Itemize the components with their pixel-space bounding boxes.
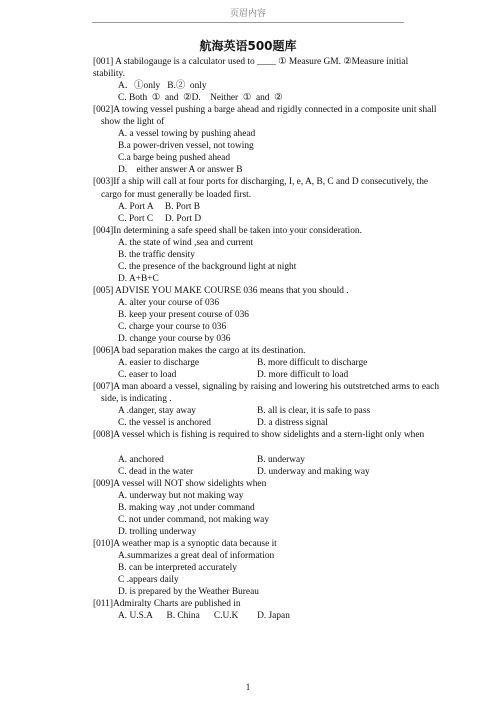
- answer-option: A.summarizes a great deal of information: [118, 550, 275, 561]
- answer-option: D. a distress signal: [257, 418, 328, 429]
- answer-option: B. the traffic density: [118, 249, 195, 260]
- header-divider: [92, 22, 404, 23]
- question-list: [93, 56, 466, 622]
- answer-option: C.a barge being pushed ahead: [118, 153, 231, 164]
- question-stem: [008]A vessel which is fishing is required to show sidelights and a stern-light only when: [93, 430, 425, 441]
- answer-option: C .appears daily: [118, 574, 179, 585]
- question-003: [93, 176, 466, 200]
- answer-option: D. more difficult to load: [257, 370, 349, 381]
- question-stem: [002]A towing vessel pushing a barge ahead and rigidly connected in a composite unit shall: [93, 105, 437, 116]
- answer-option: C. charge your course to 036: [118, 322, 227, 333]
- answer-option: C. the vessel is anchored: [118, 418, 211, 429]
- answer-blank-space: [93, 442, 466, 454]
- answer-option: D. change your course by 036: [118, 334, 231, 345]
- answer-option: B. making way ,not under command: [118, 502, 255, 513]
- question-stem-cont: side, is indicating .: [101, 394, 172, 405]
- answer-option: B. keep your present course of 036: [118, 309, 249, 320]
- answer-option: A. the state of wind ,sea and current: [118, 237, 254, 248]
- question-001: [93, 56, 466, 80]
- answer-option: B.a power-driven vessel, not towing: [118, 141, 254, 152]
- answer-option-row: [93, 405, 466, 417]
- question-009: [93, 478, 466, 490]
- answer-option: D. trolling underway: [118, 526, 197, 537]
- question-stem: [011]Admiralty Charts are published in: [93, 599, 241, 610]
- question-stem: [003]If a ship will call at four ports for discharging, I, e, A, B, C and D consecutively, the: [93, 177, 429, 188]
- question-stem: [005] ADVISE YOU MAKE COURSE 036 means that you should .: [93, 285, 349, 296]
- answer-option: C. Both ① and ②D. Neither ① and ②: [118, 93, 283, 104]
- answer-option: B. can be interpreted accurately: [118, 562, 237, 573]
- answer-option: A. alter your course of 036: [118, 297, 220, 308]
- question-007: [93, 381, 466, 405]
- answer-option: D. underway and making way: [257, 466, 370, 477]
- answer-option-row: [93, 466, 466, 478]
- answer-option: C. easer to load: [118, 370, 177, 381]
- answer-option: C. dead in the water: [118, 466, 194, 477]
- question-stem: [001] A stabilogauge is a calculator used to ____ ① Measure GM. ②Measure initial: [93, 57, 409, 67]
- answer-option: B. underway: [257, 454, 305, 465]
- answer-option: A .danger, stay away: [118, 406, 196, 417]
- question-008: [93, 429, 466, 441]
- page-title: 航海英语500题库: [199, 39, 297, 53]
- answer-option: C. the presence of the background light at night: [118, 261, 297, 272]
- answer-option: A. U.S.A B. China C.U.K D. Japan: [118, 611, 290, 622]
- question-004: [93, 225, 466, 237]
- question-006: [93, 345, 466, 357]
- page-number: 1: [245, 682, 251, 692]
- question-stem: [006]A bad separation makes the cargo at its destination.: [93, 346, 306, 357]
- answer-option: A. underway but not making way: [118, 490, 244, 501]
- question-stem: [010]A weather map is a synoptic data because it: [93, 538, 277, 549]
- question-stem: [009]A vessel will NOT show sidelights when: [93, 478, 267, 489]
- answer-option: C. not under command, not making way: [118, 514, 270, 525]
- answer-option: A. anchored: [118, 454, 164, 465]
- answer-option: A. easier to discharge: [118, 358, 200, 369]
- page-header: 页眉内容: [229, 8, 266, 18]
- question-stem-cont: cargo for must generally be loaded first.: [101, 189, 252, 200]
- question-stem: [004]In determining a safe speed shall be taken into your consideration.: [93, 225, 362, 236]
- answer-option-row: [93, 417, 466, 429]
- question-005: [93, 285, 466, 297]
- answer-option: A．①only B.② only: [118, 81, 207, 92]
- question-011: [93, 598, 466, 610]
- answer-option: C. Port C D. Port D: [118, 213, 202, 224]
- answer-option: B. all is clear, it is safe to pass: [257, 406, 371, 417]
- answer-option-row: [93, 454, 466, 466]
- answer-option: D. is prepared by the Weather Bureau: [118, 587, 259, 598]
- answer-option-row: [93, 357, 466, 369]
- answer-option: D. A+B+C: [118, 273, 159, 284]
- question-stem: [007]A man aboard a vessel, signaling by raising and lowering his outstretched arms to each: [93, 382, 440, 393]
- answer-option: A. Port A B. Port B: [118, 201, 201, 212]
- answer-option: B. more difficult to discharge: [257, 358, 368, 369]
- question-stem-cont: show the light of: [101, 117, 165, 128]
- answer-option: D. either answer A or answer B: [118, 165, 243, 176]
- question-002: [93, 104, 466, 128]
- answer-option: A. a vessel towing by pushing ahead: [118, 129, 256, 140]
- question-stem-cont: stability.: [93, 69, 125, 80]
- answer-option-row: [93, 369, 466, 381]
- question-010: [93, 538, 466, 550]
